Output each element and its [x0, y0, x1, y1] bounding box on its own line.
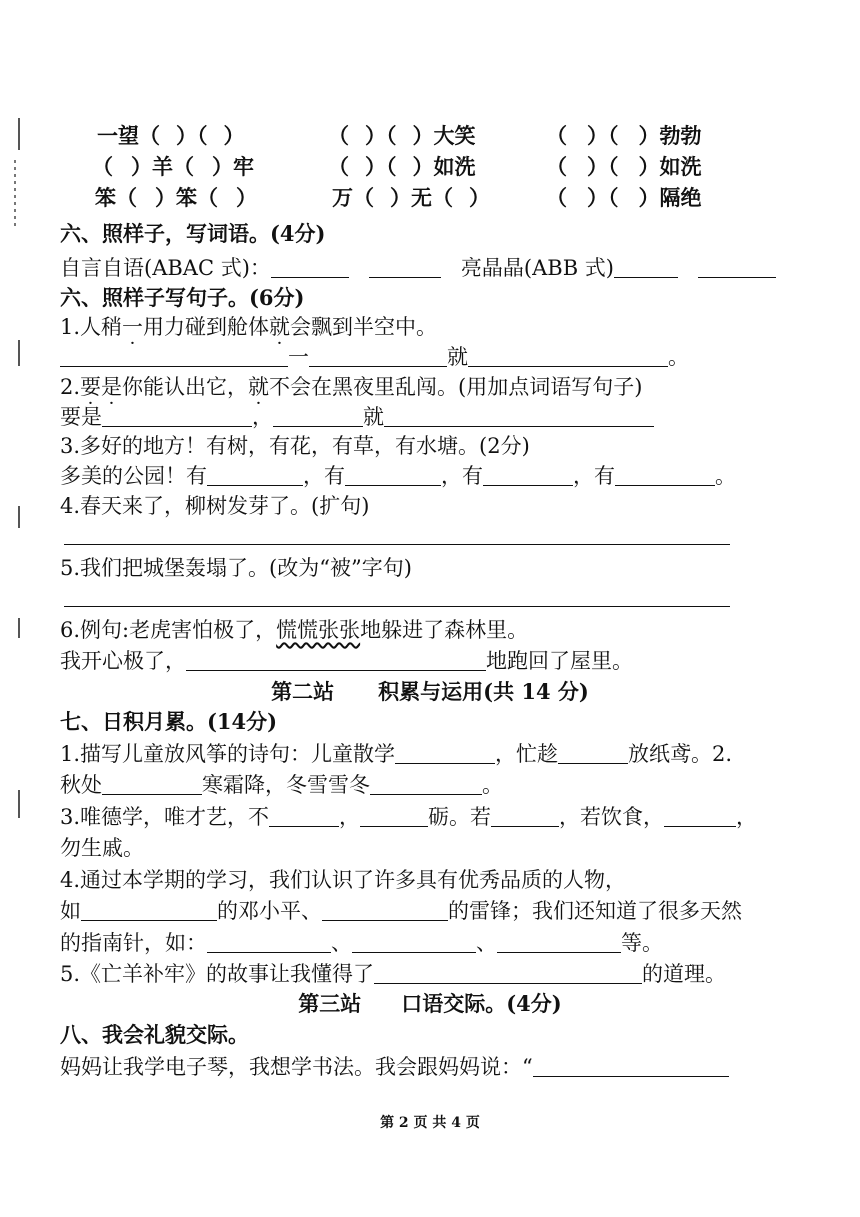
sentence-text: 我开心极了， — [60, 649, 186, 673]
idiom-text: （ — [328, 123, 349, 148]
connector-word: 多美的公园！有 — [60, 464, 207, 488]
sentence-text: 地跑回了屋里。 — [486, 649, 633, 673]
idiom-row-2 — [92, 153, 254, 181]
answer-blank[interactable] — [483, 465, 573, 486]
idiom-text: （ — [546, 185, 567, 210]
section-heading: 八、我会礼貌交际。 — [60, 1022, 249, 1047]
section-heading: 六、照样子写句子。(6分) — [60, 285, 305, 310]
idiom-text: ）（ — [365, 123, 397, 148]
answer-blank[interactable] — [698, 257, 776, 278]
sentence-text: 你能认出它， — [122, 375, 249, 399]
answer-blank[interactable] — [533, 1056, 729, 1077]
question-text: 、 — [476, 931, 497, 955]
binding-mark — [18, 506, 20, 528]
q7-line-7 — [60, 929, 663, 957]
answer-blank[interactable] — [273, 406, 363, 427]
station-subtitle: 口语交际。(4分) — [401, 991, 562, 1016]
idiom-text: （ — [92, 154, 113, 179]
sentence-5: 5.我们把城堡轰塌了。(改为“被”字句) — [60, 556, 412, 580]
question-text: ， — [736, 805, 758, 829]
answer-line[interactable] — [64, 530, 730, 545]
connector-word: 就 — [363, 405, 384, 429]
answer-blank[interactable] — [352, 932, 476, 953]
question-text: 妈妈让我学电子琴，我想学书法。我会跟妈妈说：“ — [60, 1055, 533, 1079]
station-label: 第二站 — [271, 679, 335, 704]
q7-line-4: 勿生戚。 — [60, 836, 144, 860]
dotted-word: 就 — [269, 315, 291, 339]
question-text: ，忙趁 — [495, 742, 559, 766]
idiom-text: ）大笑 — [412, 123, 476, 148]
connector-word: ，有 — [573, 464, 615, 488]
idiom-text: ）（ — [587, 185, 619, 210]
page-footer: 第 2 页 共 4 页 — [380, 1115, 480, 1131]
binding-dash — [14, 160, 16, 230]
answer-blank[interactable] — [615, 465, 715, 486]
q7-line-1 — [60, 740, 732, 768]
answer-blank[interactable] — [207, 932, 331, 953]
idiom-text: ）（ — [587, 123, 619, 148]
binding-mark — [18, 790, 20, 818]
idiom-text: ） — [469, 185, 490, 210]
sentence-3-answer — [60, 462, 736, 490]
question-text: 砺。若 — [428, 805, 492, 829]
answer-blank[interactable] — [271, 257, 349, 278]
q7-line-5: 4.通过本学期的学习，我们认识了许多具有优秀品质的人物， — [60, 868, 627, 892]
idiom-row-1b — [328, 122, 476, 150]
sentence-end: 。 — [715, 464, 736, 488]
idiom-text: 一望（ — [97, 123, 160, 148]
idiom-text: ）如洗 — [412, 154, 476, 179]
idiom-text: ）（ — [587, 154, 619, 179]
station-2-title — [0, 678, 860, 706]
question-text: 的道理。 — [642, 962, 727, 986]
connector-word: 就 — [447, 345, 468, 369]
question-text: ，若饮食， — [559, 805, 665, 829]
idiom-text: （ — [546, 154, 567, 179]
question-text: 的指南针，如： — [60, 931, 207, 955]
idiom-text: ）无（ — [390, 185, 453, 210]
section-heading: 七、日积月累。(14分) — [60, 709, 278, 734]
answer-blank[interactable] — [207, 465, 303, 486]
answer-blank[interactable] — [370, 774, 482, 795]
answer-blank[interactable] — [269, 806, 339, 827]
idiom-text: ）勃勃 — [638, 123, 702, 148]
idiom-row-1c — [546, 122, 702, 150]
answer-blank[interactable] — [360, 806, 428, 827]
sentence-6-answer — [60, 647, 633, 675]
sentence-end: 。 — [668, 345, 689, 369]
question-text: 的雷锋；我们还知道了很多天然 — [448, 899, 742, 923]
answer-blank[interactable] — [309, 346, 447, 367]
answer-blank[interactable] — [558, 743, 628, 764]
dotted-word: 是 — [101, 375, 123, 399]
station-label: 第三站 — [298, 991, 362, 1016]
station-3-title — [0, 990, 860, 1018]
idiom-text: 万（ — [332, 185, 374, 210]
idiom-row-3b — [332, 184, 490, 212]
answer-blank[interactable] — [468, 346, 668, 367]
question-text: 如 — [60, 899, 81, 923]
q7-line-2 — [60, 771, 503, 799]
question-text: 放纸鸢。2. — [628, 742, 733, 766]
answer-blank[interactable] — [384, 406, 654, 427]
pattern-a-label: 自言自语(ABAC 式)： — [60, 256, 271, 280]
connector-word: 一 — [288, 345, 309, 369]
answer-blank[interactable] — [374, 963, 642, 984]
idiom-row-2b — [328, 153, 476, 181]
idiom-text: （ — [328, 154, 349, 179]
question-text: ， — [339, 805, 361, 829]
question-text: 、 — [331, 931, 352, 955]
sentence-text: 用力碰到舱体 — [143, 315, 270, 339]
answer-blank[interactable] — [102, 774, 202, 795]
question-text: 的邓小平、 — [217, 899, 322, 923]
q7-line-3 — [60, 803, 757, 831]
answer-blank[interactable] — [497, 932, 621, 953]
sentence-text: 地躲进了森林里。 — [360, 618, 529, 642]
question-text: 1.描写儿童放风筝的诗句：儿童散学 — [60, 742, 396, 766]
question-text: 寒霜降，冬雪雪冬 — [202, 773, 370, 797]
idiom-text: ）羊（ — [131, 154, 194, 179]
answer-blank[interactable] — [369, 257, 441, 278]
sentence-6 — [60, 616, 528, 644]
question-text: 秋处 — [60, 773, 102, 797]
sentence-1-answer — [60, 343, 689, 371]
idiom-text: ）（ — [365, 154, 397, 179]
question-text: 等。 — [621, 931, 663, 955]
idiom-text: ）牢 — [212, 154, 254, 179]
sentence-text: 会飘到半空中。 — [290, 315, 438, 339]
answer-blank[interactable] — [186, 650, 486, 671]
connector-word: 要是 — [60, 405, 102, 429]
idiom-text: ）如洗 — [638, 154, 702, 179]
answer-blank[interactable] — [345, 465, 441, 486]
idiom-text: 笨（ — [95, 185, 137, 210]
idiom-text: ） — [236, 185, 257, 210]
q8-line-1 — [60, 1053, 729, 1081]
dotted-word: 要 — [80, 375, 102, 399]
answer-line[interactable] — [64, 592, 730, 607]
idiom-text: ） — [223, 123, 245, 148]
sentence-2 — [60, 373, 642, 401]
connector-word: ，有 — [303, 464, 345, 488]
sentence-text: 2. — [60, 375, 81, 399]
connector-word: ，有 — [441, 464, 483, 488]
section-heading: 六、照样子，写词语。(4分) — [60, 221, 326, 246]
binding-mark — [18, 618, 20, 638]
answer-blank[interactable] — [664, 806, 736, 827]
answer-blank[interactable] — [60, 346, 288, 367]
sentence-text: 不会在黑夜里乱闯。(用加点词语写句子) — [269, 375, 643, 399]
answer-blank[interactable] — [81, 900, 217, 921]
dotted-word: 就 — [248, 375, 270, 399]
sentence-1 — [60, 313, 437, 341]
idiom-text: （ — [546, 123, 567, 148]
question-text: 。 — [482, 773, 503, 797]
sentence-4: 4.春天来了，柳树发芽了。(扩句) — [60, 494, 370, 518]
idiom-row-3c — [546, 184, 702, 212]
idiom-row-3 — [95, 184, 257, 212]
answer-blank[interactable] — [614, 257, 678, 278]
answer-blank[interactable] — [322, 900, 448, 921]
q7-line-8 — [60, 960, 726, 988]
idiom-row-2c — [546, 153, 702, 181]
answer-blank[interactable] — [395, 743, 495, 764]
question-text: 5.《亡羊补牢》的故事让我懂得了 — [60, 962, 375, 986]
sentence-2-answer — [60, 403, 654, 431]
binding-mark — [18, 118, 20, 150]
binding-mark — [18, 340, 20, 366]
answer-blank[interactable] — [102, 406, 252, 427]
idiom-text: ）（ — [176, 123, 208, 148]
q7-line-6 — [60, 897, 742, 925]
wavy-underlined-word: 慌慌张张 — [276, 618, 361, 642]
word-pattern-line — [60, 254, 776, 282]
station-subtitle: 积累与运用(共 14 分) — [378, 679, 589, 704]
idiom-text: ）笨（ — [155, 185, 218, 210]
question-text: 3.唯德学，唯才艺，不 — [60, 805, 270, 829]
idiom-row-1 — [97, 122, 245, 150]
dotted-word: 一 — [122, 315, 144, 339]
idiom-text: ）隔绝 — [638, 185, 702, 210]
sentence-text: 1.人稍 — [60, 315, 123, 339]
sentence-3: 3.多好的地方！有树，有花，有草，有水塘。(2分) — [60, 434, 530, 458]
pattern-b-label: 亮晶晶(ABB 式) — [460, 256, 614, 280]
sentence-text: 6.例句:老虎害怕极了， — [60, 618, 277, 642]
connector-word: ， — [252, 405, 273, 429]
answer-blank[interactable] — [491, 806, 559, 827]
